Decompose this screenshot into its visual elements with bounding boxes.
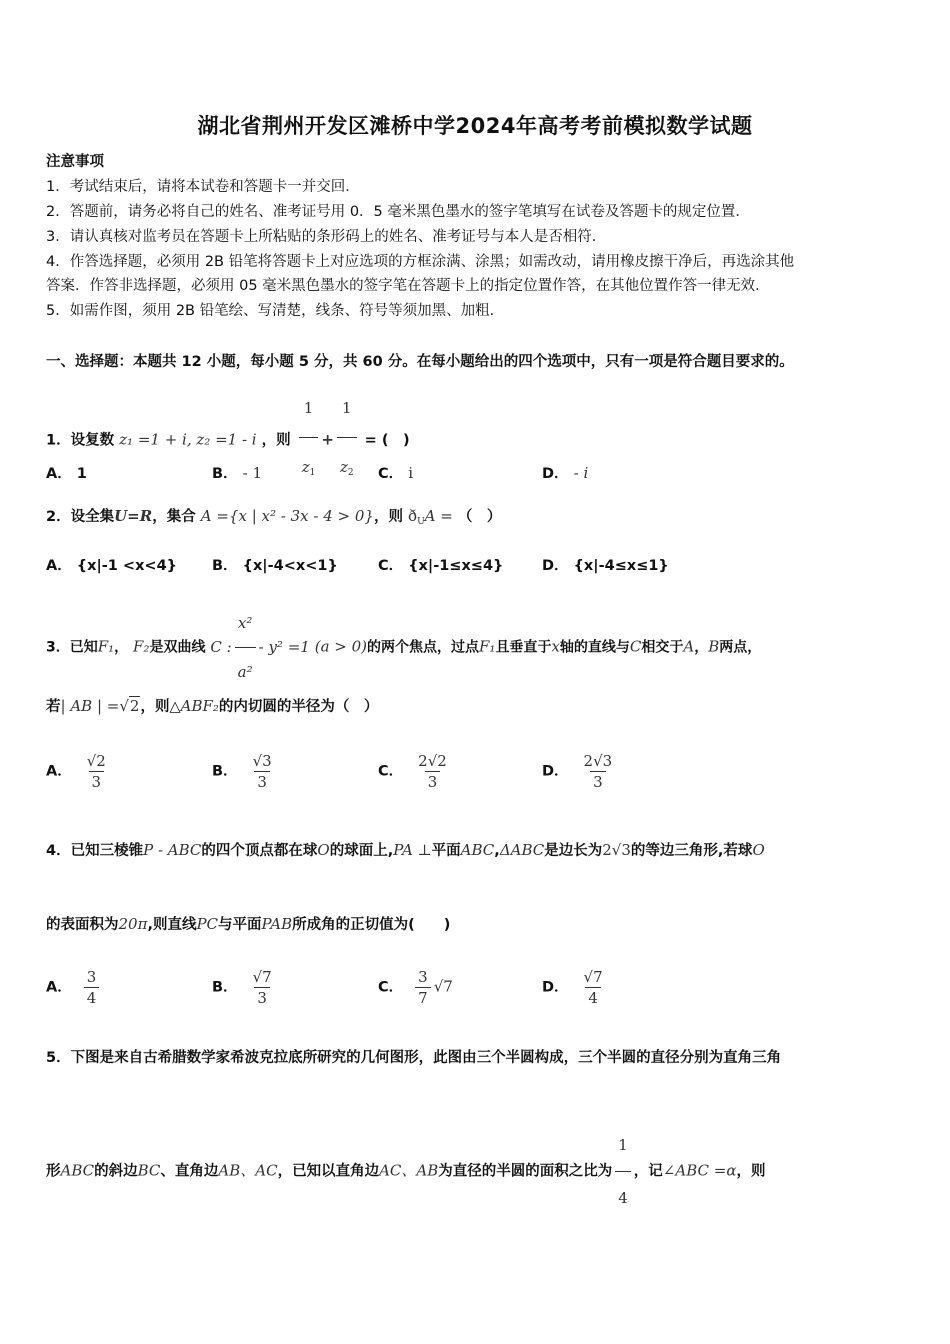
q2-universal-set: U=R <box>114 507 153 525</box>
notice-item-4-cont: 答案．作答非选择题，必须用 05 毫米黑色墨水的签字笔在答题卡上的指定位置作答，在其他位置作答一律无效． <box>46 278 770 294</box>
q3-hyperbola: C : $\frac{\text{x²}}{\text{a²}}$ - y² =1 <box>210 638 310 656</box>
section-heading: 一、选择题：本题共 12 小题，每小题 5 分，共 60 分。在每小题给出的四个选项中，只有一项是符合题目要求的。 <box>46 354 794 370</box>
q2-option-c: C． {x|-1≤x≤4} <box>378 558 504 574</box>
q1-prefix: 1．设复数 <box>46 432 115 449</box>
question-4: 4．已知三棱锥P - ABC的四个顶点都在球O的球面上,PA ⊥平面ABC,ΔABC是边长为2√3的等边三角形,若球O <box>46 841 765 859</box>
q1-frac-1: $\frac{1}{z_1}$ <box>299 380 319 501</box>
q1-frac-2: $\frac{1}{z_2}$ <box>337 380 357 501</box>
q2-option-a: A． {x|-1 <x<4} <box>46 558 177 574</box>
notice-item-1: 1．考试结束后，请将本试卷和答题卡一并交回． <box>46 179 360 195</box>
q4-option-b: B． $\frac{√7}{3}$ <box>212 968 272 1007</box>
q3-option-b: B． $\frac{√3}{3}$ <box>212 752 272 791</box>
page-title: 湖北省荆州开发区滩桥中学2024年高考考前模拟数学试题 <box>197 114 753 138</box>
q3-option-d: D． $\frac{2√3}{3}$ <box>542 752 613 791</box>
q4-option-d: D． $\frac{√7}{4}$ <box>542 968 603 1007</box>
q1-suffix: = ( ) <box>364 432 410 449</box>
question-4-line-2: 的表面积为20π,则直线PC与平面PAB所成角的正切值为( ) <box>46 915 451 933</box>
question-5-line-2: 形ABC的斜边BC、直角边AB、AC，已知以直角边AC、AB为直径的半圆的面积之比为 $\frac{1}{4}$ ，记∠ABC =α，则 <box>46 1120 765 1223</box>
q2-option-b: B． {x|-4<x<1} <box>212 558 338 574</box>
q1-option-c: C． i <box>378 464 414 482</box>
notice-item-3: 3．请认真核对监考员在答题卡上所粘贴的条形码上的姓名、准考证号与本人是否相符． <box>46 229 607 245</box>
question-1: 1．设复数 z₁ =1 + i, z₂ =1 - i ，则 $\frac{1}{z_1}$ + $\frac{1}{z_2}$ = ( ) <box>46 380 410 501</box>
q3-option-a: A． $\frac{√2}{3}$ <box>46 752 106 791</box>
q2-option-d: D． {x|-4≤x≤1} <box>542 558 669 574</box>
q4-option-c: C． $\frac{3}{7}$ √7 <box>378 968 453 1007</box>
q1-option-d: D． - i <box>542 464 589 482</box>
notice-heading: 注意事项 <box>46 154 104 170</box>
question-5: 5．下图是来自古希腊数学家希波克拉底所研究的几何图形，此图由三个半圆构成，三个半圆的直径分别为直角三角 <box>46 1050 782 1066</box>
question-2: 2．设全集U=R，集合 A ={x | x² - 3x - 4 > 0}，则 $ð_UA$ = （ ） <box>46 507 502 527</box>
q4-option-a: A． $\frac{3}{4}$ <box>46 968 102 1007</box>
question-3: 3．已知F₁， F₂是双曲线 C : $\frac{\text{x²}}{\text{a²}}$ - y² =1 (a > 0)的两个焦点，过点F₁且垂直于x轴的直线与C相交于A，B两点， <box>46 600 761 695</box>
q2-complement: $ð_UA$ = <box>408 507 453 527</box>
q1-option-a: A． 1 <box>46 466 87 482</box>
q1-mid: ，则 <box>261 432 291 449</box>
notice-item-4: 4．作答选择题，必须用 2B 铅笔将答题卡上对应选项的方框涂满、涂黑；如需改动，请用橡皮擦干净后，再选涂其他 <box>46 254 795 270</box>
q1-option-b: B． - 1 <box>212 464 263 482</box>
question-3-line-2: 若| AB | =√2，则△ABF₂的内切圆的半径为（ ） <box>46 697 379 715</box>
q1-z-def: z₁ =1 + i, z₂ =1 - i <box>119 430 257 449</box>
notice-item-5: 5．如需作图，须用 2B 铅笔绘、写清楚，线条、符号等须加黑、加粗． <box>46 303 505 319</box>
q2-set-a: A ={x | x² - 3x - 4 > 0} <box>200 507 374 525</box>
notice-item-2: 2．答题前，请务必将自己的姓名、准考证号用 0．5 毫米黑色墨水的签字笔填写在试卷及答题卡的规定位置． <box>46 204 750 220</box>
q3-option-c: C． $\frac{2√2}{3}$ <box>378 752 447 791</box>
